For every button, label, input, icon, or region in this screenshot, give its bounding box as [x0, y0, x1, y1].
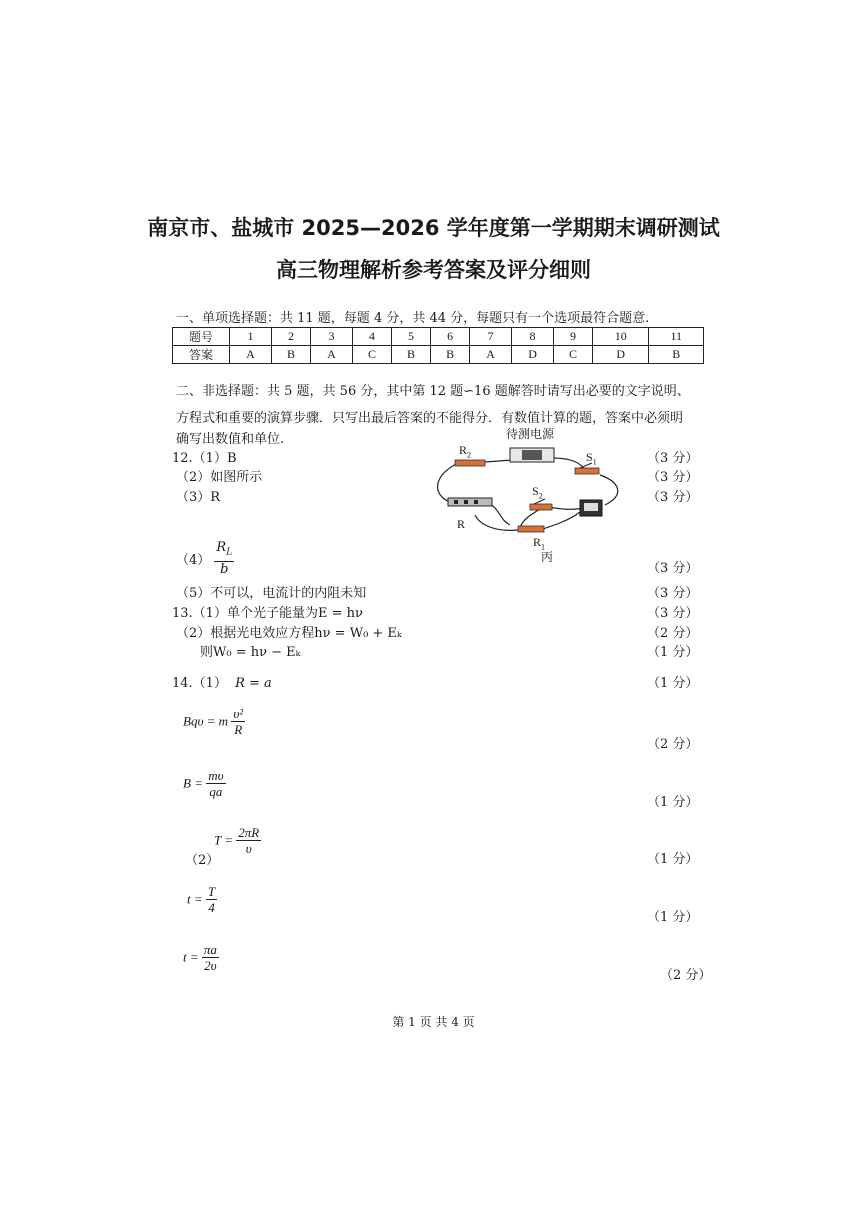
page-footer: 第 1 页 共 4 页 — [392, 1015, 475, 1029]
score: （2 分） — [647, 626, 699, 641]
q13-part1: 13.（1）单个光子能量为E = hν — [172, 606, 363, 621]
fraction-denominator: 2υ — [204, 958, 217, 973]
score: （3 分） — [647, 470, 699, 485]
score: （1 分） — [647, 852, 699, 867]
resistance-box-knob — [474, 500, 478, 504]
fraction-numerator: υ² — [233, 706, 244, 721]
eq-left: t = — [183, 949, 199, 965]
eq-fraction — [236, 825, 261, 856]
switch-s2 — [530, 504, 552, 510]
answer-cell: B — [431, 346, 470, 364]
label-s1-text: S — [586, 450, 593, 464]
answer-cell: A — [230, 346, 272, 364]
question-number: 6 — [431, 328, 470, 346]
score: （3 分） — [647, 490, 699, 505]
label-bing: 丙 — [541, 550, 554, 564]
q14-eq4 — [214, 825, 261, 856]
q13-part2: （2）根据光电效应方程hν = W₀ + Eₖ — [176, 626, 402, 641]
label-s2 — [532, 484, 543, 500]
score: （3 分） — [647, 451, 699, 466]
eq-left: t = — [187, 891, 203, 907]
page-title: 南京市、盐城市 2025—2026 学年度第一学期期末调研测试 — [147, 216, 720, 240]
eq-fraction — [202, 942, 219, 973]
fraction-denominator: qa — [209, 784, 223, 799]
wire — [490, 504, 510, 525]
q14-eq6 — [183, 942, 219, 973]
answer-cell: C — [554, 346, 593, 364]
label-s1-sub: 1 — [592, 457, 597, 467]
label-s2-text: S — [532, 484, 539, 498]
answer-cell: B — [649, 346, 704, 364]
power-source-cells — [522, 450, 542, 460]
fraction-numerator — [214, 540, 234, 562]
fraction-denominator: υ — [245, 841, 252, 856]
answer-cell: D — [593, 346, 649, 364]
q14-eq2 — [183, 706, 245, 737]
fraction-denominator: R — [234, 722, 243, 737]
q12-part4 — [176, 540, 234, 577]
q12-part2: （2）如图所示 — [176, 470, 263, 485]
section2-heading-line1: 二、非选择题：共 5 题，共 56 分，其中第 12 题∽16 题解答时请写出必要的文字说明、 — [176, 384, 690, 399]
section1-heading: 一、单项选择题：共 11 题，每题 4 分，共 44 分，每题只有一个选项最符合题意. — [176, 311, 650, 326]
switch-s1 — [575, 468, 599, 474]
answer-cell: D — [512, 346, 554, 364]
score: （1 分） — [647, 795, 699, 810]
resistance-box-knob — [464, 500, 468, 504]
score: （1 分） — [647, 910, 699, 925]
resistance-box-knob — [454, 500, 458, 504]
answer-cell: C — [352, 346, 391, 364]
eq-left: B = — [183, 775, 203, 791]
wire — [485, 460, 512, 462]
score: （3 分） — [647, 606, 699, 621]
q12-part1: 12.（1）B — [172, 451, 237, 466]
score: （2 分） — [647, 737, 699, 752]
question-number: 5 — [392, 328, 431, 346]
score: （2 分） — [660, 968, 712, 983]
galvanometer-dial — [584, 503, 598, 511]
wire — [540, 512, 580, 530]
score: （1 分） — [647, 645, 699, 660]
fraction-numerator: 2πR — [238, 825, 260, 840]
answer-cell: B — [271, 346, 310, 364]
question-number: 11 — [649, 328, 704, 346]
eq-left: Bqυ = m — [183, 713, 229, 729]
wire — [600, 475, 618, 505]
fraction-denominator: b — [220, 561, 229, 577]
question-number: 10 — [593, 328, 649, 346]
question-number: 4 — [352, 328, 391, 346]
label-r2-text: R — [459, 443, 468, 457]
fraction-numerator: πa — [203, 942, 217, 957]
score: （3 分） — [647, 586, 699, 601]
fraction-numerator: mυ — [208, 768, 224, 783]
label-r2-sub: 2 — [467, 450, 472, 460]
resistor-r1 — [518, 526, 544, 532]
label-s1 — [586, 450, 597, 466]
eq-left: T = — [214, 832, 234, 848]
q14-eq1: R = a — [235, 676, 272, 691]
row-label-question: 题号 — [173, 328, 230, 346]
numerator-subscript: L — [226, 547, 233, 558]
fraction-denominator: 4 — [208, 900, 215, 915]
question-number: 1 — [230, 328, 272, 346]
answer-table — [172, 327, 704, 364]
eq-fraction — [206, 884, 217, 915]
question-number: 9 — [554, 328, 593, 346]
q14-eq3 — [183, 768, 226, 799]
answer-cell: B — [392, 346, 431, 364]
wire — [475, 515, 518, 530]
q14-eq5 — [187, 884, 217, 915]
page-subtitle: 高三物理解析参考答案及评分细则 — [276, 258, 591, 282]
label-r1-sub: 1 — [541, 542, 546, 552]
numerator-text: R — [216, 540, 227, 555]
q12-part4-fraction — [214, 540, 234, 577]
label-r: R — [457, 517, 466, 531]
resistor-r2 — [455, 460, 485, 466]
question-number-row — [173, 328, 704, 346]
q13-part3: 则W₀ = hν − Eₖ — [200, 645, 301, 660]
label-r1-text: R — [533, 535, 542, 549]
q14-part1 — [172, 672, 272, 691]
q12-part3: （3）R — [176, 490, 221, 505]
score: （3 分） — [647, 561, 699, 576]
label-s2-sub: 2 — [538, 491, 543, 501]
score: （1 分） — [647, 676, 699, 691]
label-r2 — [459, 443, 471, 459]
answer-cell: A — [311, 346, 353, 364]
row-label-answer: 答案 — [173, 346, 230, 364]
q14-part2-label: （2） — [185, 853, 220, 868]
label-source: 待测电源 — [506, 427, 555, 441]
q12-part4-label: （4） — [176, 552, 211, 568]
fraction-numerator: T — [207, 884, 216, 899]
eq-fraction — [206, 768, 225, 799]
question-number: 8 — [512, 328, 554, 346]
question-number: 3 — [311, 328, 353, 346]
section2-heading-line3: 确写出数值和单位. — [176, 432, 285, 447]
eq-fraction — [231, 706, 245, 737]
wire — [438, 462, 460, 502]
answer-cell: A — [470, 346, 512, 364]
section2-heading-line2: 方程式和重要的演算步骤．只写出最后答案的不能得分．有数值计算的题，答案中必须明 — [176, 411, 684, 426]
question-number: 2 — [271, 328, 310, 346]
answer-row — [173, 346, 704, 364]
q14-part1-label: 14.（1） — [172, 676, 227, 691]
question-number: 7 — [470, 328, 512, 346]
q12-part5: （5）不可以，电流计的内阻未知 — [176, 586, 367, 601]
